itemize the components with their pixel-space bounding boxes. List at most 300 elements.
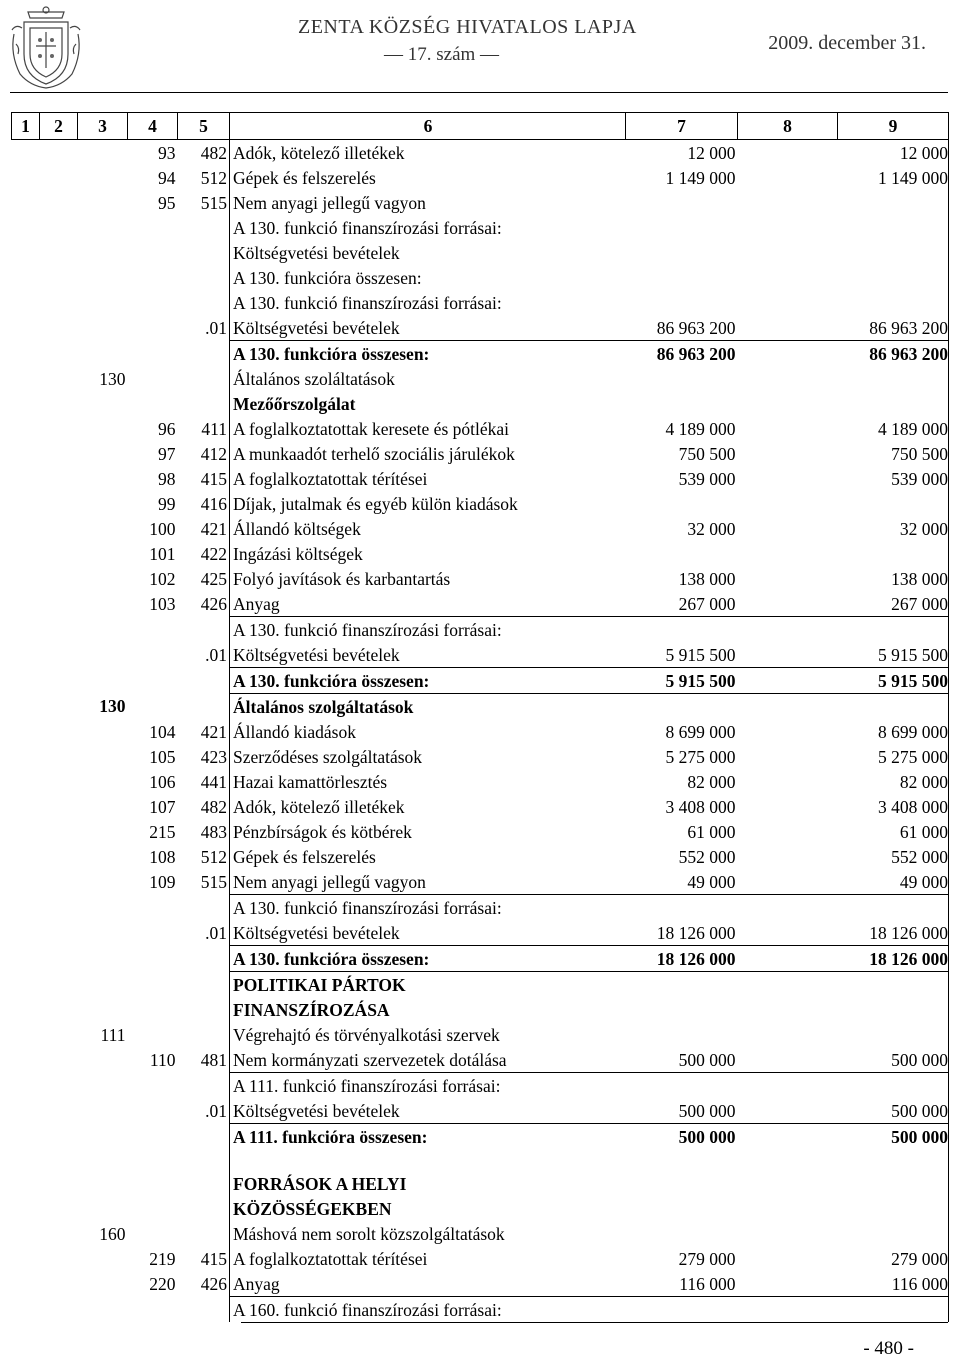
cell-col-8 (738, 694, 838, 720)
cell-position-number (128, 694, 178, 720)
cell-col-1 (12, 441, 40, 466)
table-row (12, 694, 949, 720)
cell-amount-total: 12 000 (838, 140, 949, 166)
cell-description (230, 1149, 626, 1171)
cell-amount-planned (626, 366, 738, 391)
cell-account-code (178, 1196, 230, 1221)
cell-col-2 (40, 566, 78, 591)
cell-description: Pénzbírságok és kötbérek (230, 819, 626, 844)
cell-amount-planned: 12 000 (687, 142, 736, 163)
cell-amount-total: 539 000 (838, 466, 949, 491)
issue-number: — 17. szám — (384, 44, 500, 65)
cell-account-code: 425 (200, 568, 227, 589)
cell-account-code (178, 997, 230, 1022)
cell-amount-planned: 138 000 (678, 568, 736, 589)
cell-amount-planned (626, 1022, 738, 1047)
cell-amount-total: 267 000 (838, 591, 949, 617)
cell-col-1 (12, 1098, 40, 1124)
cell-account-code: 426 (200, 1273, 227, 1294)
cell-account-code (178, 1073, 230, 1099)
cell-description: Állandó kiadások (230, 719, 626, 744)
cell-position-number (128, 972, 178, 998)
table-row (12, 1221, 949, 1246)
cell-function-code (78, 719, 128, 744)
table-row (12, 920, 949, 946)
cell-col-2 (40, 341, 78, 367)
cell-description: Költségvetési bevételek (230, 920, 626, 946)
cell-position-number (128, 1073, 178, 1099)
cell-col-1 (12, 617, 40, 643)
cell-amount-planned: 49 000 (687, 871, 736, 892)
table-row (12, 744, 949, 769)
publication-title: ZENTA KÖZSÉG HIVATALOS LAPJA (298, 16, 637, 38)
cell-col-1 (12, 466, 40, 491)
table-row (12, 416, 949, 441)
cell-col-1 (12, 744, 40, 769)
cell-function-code (78, 1149, 128, 1171)
cell-col-1 (12, 140, 40, 166)
cell-position-number (128, 1171, 178, 1196)
cell-col-8 (738, 1246, 838, 1271)
cell-col-2 (40, 819, 78, 844)
cell-position-number (128, 341, 178, 367)
cell-col-2 (40, 466, 78, 491)
cell-description: Nem anyagi jellegű vagyon (230, 869, 626, 895)
table-row (12, 794, 949, 819)
cell-col-1 (12, 366, 40, 391)
col-header-7: 7 (626, 113, 738, 140)
table-bottom-divider (241, 1322, 948, 1323)
cell-col-2 (40, 920, 78, 946)
cell-account-code (178, 1124, 230, 1150)
cell-amount-total (838, 391, 949, 416)
cell-col-1 (12, 1124, 40, 1150)
cell-col-1 (12, 290, 40, 315)
cell-col-8 (738, 1098, 838, 1124)
table-row (12, 946, 949, 972)
cell-description: A 111. funkcióra összesen: (230, 1124, 626, 1150)
cell-amount-planned (626, 240, 738, 265)
cell-account-code: 415 (200, 1248, 227, 1269)
cell-description: A 130. funkcióra összesen: (230, 946, 626, 972)
cell-function-code (78, 1171, 128, 1196)
cell-col-8 (738, 895, 838, 921)
cell-col-1 (12, 165, 40, 190)
cell-function-code (78, 920, 128, 946)
cell-description: Mezőőrszolgálat (230, 391, 626, 416)
cell-position-number (128, 668, 178, 694)
table-row (12, 441, 949, 466)
cell-col-2 (40, 972, 78, 998)
cell-amount-total (838, 1171, 949, 1196)
cell-description: A munkaadót terhelő szociális járulékok (230, 441, 626, 466)
cell-amount-total: 18 126 000 (838, 920, 949, 946)
table-row (12, 391, 949, 416)
cell-col-8 (738, 290, 838, 315)
cell-description: POLITIKAI PÁRTOK (230, 972, 626, 998)
cell-description: Költségvetési bevételek (230, 642, 626, 668)
cell-col-8 (738, 668, 838, 694)
cell-account-code: 416 (200, 493, 227, 514)
cell-amount-planned (626, 694, 738, 720)
cell-amount-planned: 116 000 (679, 1273, 736, 1294)
cell-amount-planned: 500 000 (678, 1100, 736, 1121)
cell-amount-total (838, 895, 949, 921)
cell-function-code (78, 466, 128, 491)
cell-account-code: 421 (200, 721, 227, 742)
table-row (12, 341, 949, 367)
cell-position-number (128, 617, 178, 643)
cell-position-number: 100 (149, 518, 176, 539)
cell-account-code (178, 290, 230, 315)
cell-amount-total: 5 915 500 (838, 642, 949, 668)
table-row (12, 140, 949, 166)
cell-description: Általános szoláltatások (230, 366, 626, 391)
cell-amount-planned (626, 215, 738, 240)
cell-amount-total: 500 000 (838, 1047, 949, 1073)
cell-function-code (78, 744, 128, 769)
cell-function-code (78, 265, 128, 290)
cell-function-code (78, 869, 128, 895)
cell-col-2 (40, 1196, 78, 1221)
cell-col-1 (12, 946, 40, 972)
cell-col-2 (40, 1149, 78, 1171)
cell-col-1 (12, 920, 40, 946)
cell-description: A 130. funkció finanszírozási forrásai: (230, 617, 626, 643)
cell-function-code (78, 566, 128, 591)
cell-amount-planned: 500 000 (626, 1124, 738, 1150)
cell-account-code (178, 1297, 230, 1323)
cell-amount-total: 1 149 000 (838, 165, 949, 190)
cell-position-number (128, 1221, 178, 1246)
table-row (12, 769, 949, 794)
cell-col-2 (40, 617, 78, 643)
cell-account-code: 512 (200, 167, 227, 188)
cell-function-code (78, 895, 128, 921)
table-row (12, 290, 949, 315)
cell-function-code (78, 642, 128, 668)
cell-amount-total: 116 000 (838, 1271, 949, 1297)
cell-account-code: 411 (201, 418, 227, 439)
cell-col-1 (12, 541, 40, 566)
cell-col-1 (12, 1196, 40, 1221)
cell-position-number (128, 920, 178, 946)
cell-description: Gépek és felszerelés (230, 844, 626, 869)
cell-description: Hazai kamattörlesztés (230, 769, 626, 794)
cell-col-2 (40, 541, 78, 566)
cell-col-8 (738, 541, 838, 566)
cell-col-2 (40, 516, 78, 541)
cell-position-number: 220 (149, 1273, 176, 1294)
col-header-8: 8 (738, 113, 838, 140)
issue-label: 17. szám (407, 44, 476, 65)
cell-col-1 (12, 391, 40, 416)
cell-amount-total: 138 000 (838, 566, 949, 591)
table-row (12, 668, 949, 694)
cell-account-code: 482 (200, 796, 227, 817)
cell-amount-planned: 539 000 (678, 468, 736, 489)
cell-col-8 (738, 491, 838, 516)
cell-amount-planned (626, 265, 738, 290)
cell-col-1 (12, 1271, 40, 1297)
cell-position-number: 107 (149, 796, 176, 817)
cell-col-8 (738, 240, 838, 265)
cell-amount-total: 552 000 (838, 844, 949, 869)
cell-position-number (128, 642, 178, 668)
cell-amount-total (838, 240, 949, 265)
cell-account-code (178, 946, 230, 972)
cell-col-2 (40, 441, 78, 466)
cell-amount-planned: 61 000 (687, 821, 736, 842)
cell-col-1 (12, 315, 40, 341)
cell-amount-planned (626, 1196, 738, 1221)
cell-function-code (78, 844, 128, 869)
cell-function-code (78, 1098, 128, 1124)
cell-position-number (128, 997, 178, 1022)
table-row (12, 190, 949, 215)
cell-description: Nem anyagi jellegű vagyon (230, 190, 626, 215)
cell-account-code (178, 1149, 230, 1171)
cell-amount-total (838, 290, 949, 315)
cell-col-2 (40, 1124, 78, 1150)
cell-account-code (178, 265, 230, 290)
cell-position-number (128, 315, 178, 341)
table-row (12, 566, 949, 591)
cell-position-number: 96 (158, 418, 176, 439)
cell-col-8 (738, 1149, 838, 1171)
header-divider (10, 92, 948, 93)
cell-amount-planned: 86 963 200 (656, 317, 736, 338)
cell-function-code: 160 (99, 1223, 126, 1244)
cell-account-code (178, 341, 230, 367)
cell-col-8 (738, 1297, 838, 1323)
cell-col-8 (738, 165, 838, 190)
cell-account-code: 426 (200, 593, 227, 614)
cell-amount-total: 500 000 (838, 1098, 949, 1124)
cell-col-8 (738, 769, 838, 794)
cell-amount-planned: 82 000 (687, 771, 736, 792)
cell-account-code (178, 391, 230, 416)
cell-col-2 (40, 1047, 78, 1073)
cell-function-code (78, 416, 128, 441)
col-header-3: 3 (78, 113, 128, 140)
cell-amount-planned: 552 000 (678, 846, 736, 867)
cell-account-code (178, 240, 230, 265)
table-row (12, 591, 949, 617)
cell-col-1 (12, 1073, 40, 1099)
table-row (12, 1171, 949, 1196)
cell-col-1 (12, 819, 40, 844)
cell-function-code (78, 769, 128, 794)
table-row (12, 1098, 949, 1124)
cell-position-number: 109 (149, 871, 176, 892)
cell-description: Adók, kötelező illetékek (230, 794, 626, 819)
cell-account-code (178, 668, 230, 694)
cell-function-code: 111 (100, 1024, 126, 1045)
cell-col-8 (738, 1196, 838, 1221)
cell-position-number (128, 290, 178, 315)
cell-col-2 (40, 1022, 78, 1047)
cell-position-number: 215 (149, 821, 176, 842)
table-row (12, 1124, 949, 1150)
cell-position-number (128, 1022, 178, 1047)
cell-description: KÖZÖSSÉGEKBEN (230, 1196, 626, 1221)
cell-amount-planned (626, 1221, 738, 1246)
cell-col-1 (12, 591, 40, 617)
cell-col-8 (738, 441, 838, 466)
cell-function-code (78, 1246, 128, 1271)
cell-position-number: 106 (149, 771, 176, 792)
cell-position-number (128, 1297, 178, 1323)
cell-account-code (178, 215, 230, 240)
table-row (12, 1073, 949, 1099)
cell-col-8 (738, 1124, 838, 1150)
cell-amount-total: 5 275 000 (838, 744, 949, 769)
cell-col-1 (12, 1047, 40, 1073)
cell-function-code (78, 617, 128, 643)
cell-col-2 (40, 140, 78, 166)
cell-function-code (78, 591, 128, 617)
table-row (12, 215, 949, 240)
cell-amount-total (838, 190, 949, 215)
cell-position-number: 97 (158, 443, 176, 464)
cell-col-1 (12, 642, 40, 668)
cell-col-8 (738, 341, 838, 367)
cell-amount-planned: 18 126 000 (626, 946, 738, 972)
table-row (12, 1022, 949, 1047)
cell-description: A 130. funkció finanszírozási forrásai: (230, 215, 626, 240)
cell-col-8 (738, 794, 838, 819)
cell-col-2 (40, 719, 78, 744)
cell-amount-total (838, 1073, 949, 1099)
cell-description: A foglalkoztatottak térítései (230, 466, 626, 491)
table-row (12, 869, 949, 895)
table-row (12, 1196, 949, 1221)
cell-col-1 (12, 491, 40, 516)
cell-col-8 (738, 997, 838, 1022)
cell-col-8 (738, 591, 838, 617)
cell-col-2 (40, 290, 78, 315)
cell-col-2 (40, 794, 78, 819)
cell-amount-total (838, 1196, 949, 1221)
cell-position-number: 219 (149, 1248, 176, 1269)
cell-position-number: 103 (149, 593, 176, 614)
cell-account-code (178, 1221, 230, 1246)
cell-col-8 (738, 416, 838, 441)
cell-col-2 (40, 997, 78, 1022)
cell-col-8 (738, 265, 838, 290)
cell-description: Díjak, jutalmak és egyéb külön kiadások (230, 491, 626, 516)
cell-position-number: 110 (149, 1049, 176, 1070)
cell-function-code: 130 (99, 368, 126, 389)
cell-amount-planned: 5 915 500 (665, 644, 736, 665)
table-row (12, 541, 949, 566)
table-row (12, 1047, 949, 1073)
cell-col-8 (738, 946, 838, 972)
cell-col-2 (40, 215, 78, 240)
cell-amount-total (838, 1149, 949, 1171)
cell-col-1 (12, 1022, 40, 1047)
cell-col-8 (738, 920, 838, 946)
table-row (12, 819, 949, 844)
cell-amount-planned: 8 699 000 (665, 721, 736, 742)
cell-position-number (128, 240, 178, 265)
cell-col-8 (738, 1022, 838, 1047)
cell-col-2 (40, 265, 78, 290)
col-header-5: 5 (178, 113, 230, 140)
cell-col-8 (738, 466, 838, 491)
cell-amount-total: 3 408 000 (838, 794, 949, 819)
cell-account-code: 423 (200, 746, 227, 767)
cell-description: Költségvetési bevételek (230, 1098, 626, 1124)
cell-col-1 (12, 972, 40, 998)
cell-col-8 (738, 1171, 838, 1196)
cell-description: Máshová nem sorolt közszolgáltatások (230, 1221, 626, 1246)
cell-position-number: 98 (158, 468, 176, 489)
table-row (12, 240, 949, 265)
cell-function-code: 130 (99, 696, 126, 717)
cell-description: A 130. funkcióra összesen: (230, 265, 626, 290)
cell-col-8 (738, 972, 838, 998)
cell-account-code: 515 (200, 192, 227, 213)
cell-account-code: .01 (205, 1100, 227, 1121)
cell-function-code (78, 668, 128, 694)
col-header-6: 6 (230, 113, 626, 140)
cell-col-2 (40, 491, 78, 516)
table-row (12, 719, 949, 744)
cell-col-2 (40, 1221, 78, 1246)
cell-description: A 130. funkció finanszírozási forrásai: (230, 290, 626, 315)
cell-col-1 (12, 844, 40, 869)
cell-amount-total: 500 000 (838, 1124, 949, 1150)
cell-col-8 (738, 617, 838, 643)
cell-description: A 130. funkcióra összesen: (230, 341, 626, 367)
cell-account-code: 483 (200, 821, 227, 842)
cell-amount-total: 86 963 200 (838, 315, 949, 341)
cell-description: A foglalkoztatottak keresete és pótlékai (230, 416, 626, 441)
cell-amount-planned (626, 391, 738, 416)
cell-function-code (78, 997, 128, 1022)
cell-col-2 (40, 315, 78, 341)
cell-col-1 (12, 215, 40, 240)
table-row (12, 617, 949, 643)
cell-col-8 (738, 516, 838, 541)
table-row (12, 642, 949, 668)
cell-col-1 (12, 190, 40, 215)
cell-position-number (128, 1196, 178, 1221)
cell-position-number (128, 265, 178, 290)
cell-col-1 (12, 1246, 40, 1271)
cell-amount-planned (626, 1171, 738, 1196)
cell-amount-total: 82 000 (838, 769, 949, 794)
cell-col-8 (738, 744, 838, 769)
cell-description: Gépek és felszerelés (230, 165, 626, 190)
cell-amount-planned (626, 617, 738, 643)
cell-account-code: 482 (200, 142, 227, 163)
table-row (12, 895, 949, 921)
cell-description: Általános szolgáltatások (230, 694, 626, 720)
cell-col-8 (738, 1271, 838, 1297)
cell-account-code: .01 (205, 317, 227, 338)
table-row (12, 516, 949, 541)
cell-col-2 (40, 240, 78, 265)
cell-col-2 (40, 844, 78, 869)
cell-amount-total: 8 699 000 (838, 719, 949, 744)
cell-position-number (128, 366, 178, 391)
cell-function-code (78, 491, 128, 516)
cell-amount-total (838, 541, 949, 566)
cell-description: Anyag (230, 591, 626, 617)
